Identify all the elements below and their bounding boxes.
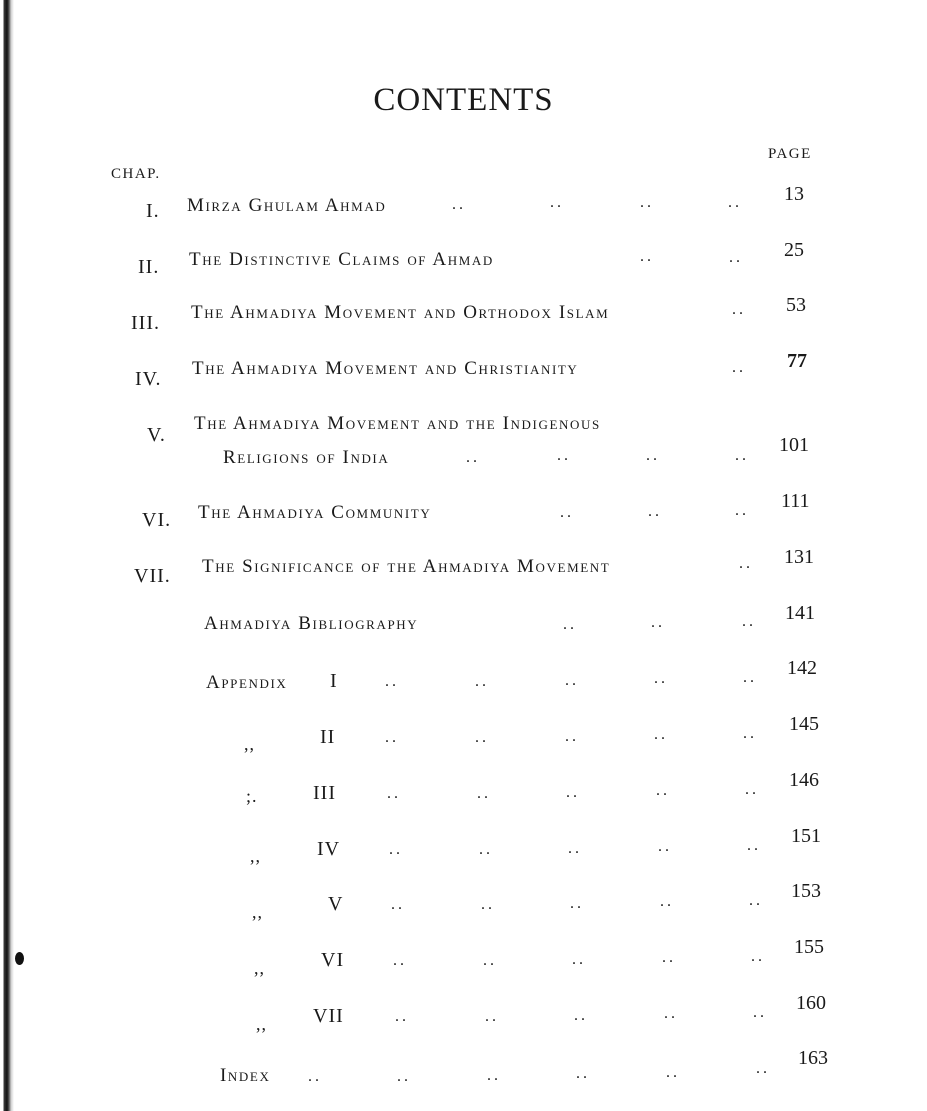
dot-leader: ..: [753, 1004, 767, 1021]
dot-leader: ..: [745, 781, 759, 798]
dot-leader: ..: [475, 729, 489, 746]
dot-leader: ..: [576, 1065, 590, 1082]
page-number: 155: [794, 936, 824, 958]
dot-leader: ..: [395, 1008, 409, 1025]
dot-leader: ..: [640, 194, 654, 211]
page-number: 131: [784, 546, 814, 568]
chapter-title[interactable]: Mirza Ghulam Ahmad: [187, 195, 387, 216]
appendix-numeral[interactable]: VI: [321, 949, 345, 971]
chapter-numeral: V.: [147, 424, 166, 446]
chapter-numeral: III.: [131, 312, 160, 334]
chapter-title[interactable]: The Ahmadiya Movement and the Indigenous: [194, 413, 601, 434]
appendix-numeral: I: [330, 670, 338, 692]
chapter-title[interactable]: The Ahmadiya Community: [198, 502, 432, 523]
dot-leader: ..: [391, 896, 405, 913]
dot-leader: ..: [566, 784, 580, 801]
page-number: 111: [781, 490, 810, 512]
appendix-numeral[interactable]: V: [328, 893, 344, 915]
bibliography-entry[interactable]: Ahmadiya Bibliography: [204, 613, 419, 634]
page-binding-edge: [0, 0, 22, 1111]
page-column-header: PAGE: [768, 146, 812, 162]
chapter-title[interactable]: The Ahmadiya Movement and Christianity: [192, 358, 579, 379]
dot-leader: ..: [570, 895, 584, 912]
dot-leader: ..: [565, 672, 579, 689]
dot-leader: ..: [557, 447, 571, 464]
appendix-numeral[interactable]: IV: [317, 838, 341, 860]
dot-leader: ..: [481, 896, 495, 913]
page-number: 13: [784, 183, 804, 205]
page-number: 153: [791, 880, 821, 902]
ditto-mark: ;.: [246, 786, 258, 806]
dot-leader: ..: [747, 837, 761, 854]
page-number: 163: [798, 1047, 828, 1069]
dot-leader: ..: [662, 949, 676, 966]
chapter-numeral: I.: [146, 200, 160, 222]
ditto-mark: ,,: [254, 958, 265, 978]
page-number: 25: [784, 239, 804, 261]
page-number: 53: [786, 294, 806, 316]
dot-leader: ..: [466, 449, 480, 466]
chapter-title-continuation[interactable]: Religions of India: [223, 447, 390, 468]
dot-leader: ..: [485, 1008, 499, 1025]
dot-leader: ..: [397, 1068, 411, 1085]
dot-leader: ..: [735, 447, 749, 464]
dot-leader: ..: [640, 248, 654, 265]
dot-leader: ..: [308, 1068, 322, 1085]
appendix-numeral[interactable]: II: [320, 726, 336, 748]
ditto-mark: ,,: [250, 846, 261, 866]
dot-leader: ..: [477, 785, 491, 802]
index-entry[interactable]: Index: [220, 1065, 271, 1086]
chapter-column-header: CHAP.: [111, 166, 161, 182]
ditto-mark: ,,: [244, 734, 255, 754]
dot-leader: ..: [479, 841, 493, 858]
dot-leader: ..: [743, 725, 757, 742]
page-number: 151: [791, 825, 821, 847]
page-number: 160: [796, 992, 826, 1014]
dot-leader: ..: [732, 301, 746, 318]
dot-leader: ..: [648, 503, 662, 520]
dot-leader: ..: [654, 670, 668, 687]
ditto-mark: ,,: [256, 1014, 267, 1034]
dot-leader: ..: [666, 1064, 680, 1081]
dot-leader: ..: [728, 194, 742, 211]
dot-leader: ..: [751, 948, 765, 965]
dot-leader: ..: [393, 952, 407, 969]
dot-leader: ..: [660, 893, 674, 910]
chapter-title[interactable]: The Distinctive Claims of Ahmad: [189, 249, 494, 270]
dot-leader: ..: [389, 841, 403, 858]
dot-leader: ..: [735, 502, 749, 519]
dot-leader: ..: [729, 249, 743, 266]
dot-leader: ..: [732, 359, 746, 376]
chapter-title[interactable]: The Significance of the Ahmadiya Movement: [202, 556, 611, 577]
appendix-numeral[interactable]: III: [313, 782, 336, 804]
chapter-numeral: II.: [138, 256, 160, 278]
dot-leader: ..: [572, 951, 586, 968]
dot-leader: ..: [387, 785, 401, 802]
chapter-title[interactable]: The Ahmadiya Movement and Orthodox Islam: [191, 302, 610, 323]
dot-leader: ..: [658, 838, 672, 855]
chapter-numeral: IV.: [135, 368, 162, 390]
page-number: 101: [779, 434, 809, 456]
dot-leader: ..: [565, 728, 579, 745]
chapter-numeral: VI.: [142, 509, 172, 531]
dot-leader: ..: [475, 673, 489, 690]
dot-leader: ..: [568, 840, 582, 857]
dot-leader: ..: [664, 1005, 678, 1022]
chapter-numeral: VII.: [134, 565, 171, 587]
dot-leader: ..: [385, 729, 399, 746]
dot-leader: ..: [452, 196, 466, 213]
dot-leader: ..: [483, 952, 497, 969]
dot-leader: ..: [743, 669, 757, 686]
dot-leader: ..: [656, 782, 670, 799]
page-title: CONTENTS: [373, 82, 554, 118]
page-number: 77: [787, 350, 807, 372]
dot-leader: ..: [560, 504, 574, 521]
dot-leader: ..: [654, 726, 668, 743]
page-number: 146: [789, 769, 819, 791]
dot-leader: ..: [385, 673, 399, 690]
dot-leader: ..: [739, 555, 753, 572]
dot-leader: ..: [742, 613, 756, 630]
page-number: 142: [787, 657, 817, 679]
page-number: 145: [789, 713, 819, 735]
dot-leader: ..: [651, 614, 665, 631]
appendix-numeral[interactable]: VII: [313, 1005, 344, 1027]
page-number: 141: [785, 602, 815, 624]
ditto-mark: ,,: [252, 902, 263, 922]
dot-leader: ..: [574, 1007, 588, 1024]
dot-leader: ..: [487, 1067, 501, 1084]
appendix-label[interactable]: Appendix: [206, 672, 288, 693]
dot-leader: ..: [563, 616, 577, 633]
dot-leader: ..: [749, 892, 763, 909]
dot-leader: ..: [646, 447, 660, 464]
binding-mark: [15, 952, 24, 965]
dot-leader: ..: [550, 194, 564, 211]
dot-leader: ..: [756, 1060, 770, 1077]
